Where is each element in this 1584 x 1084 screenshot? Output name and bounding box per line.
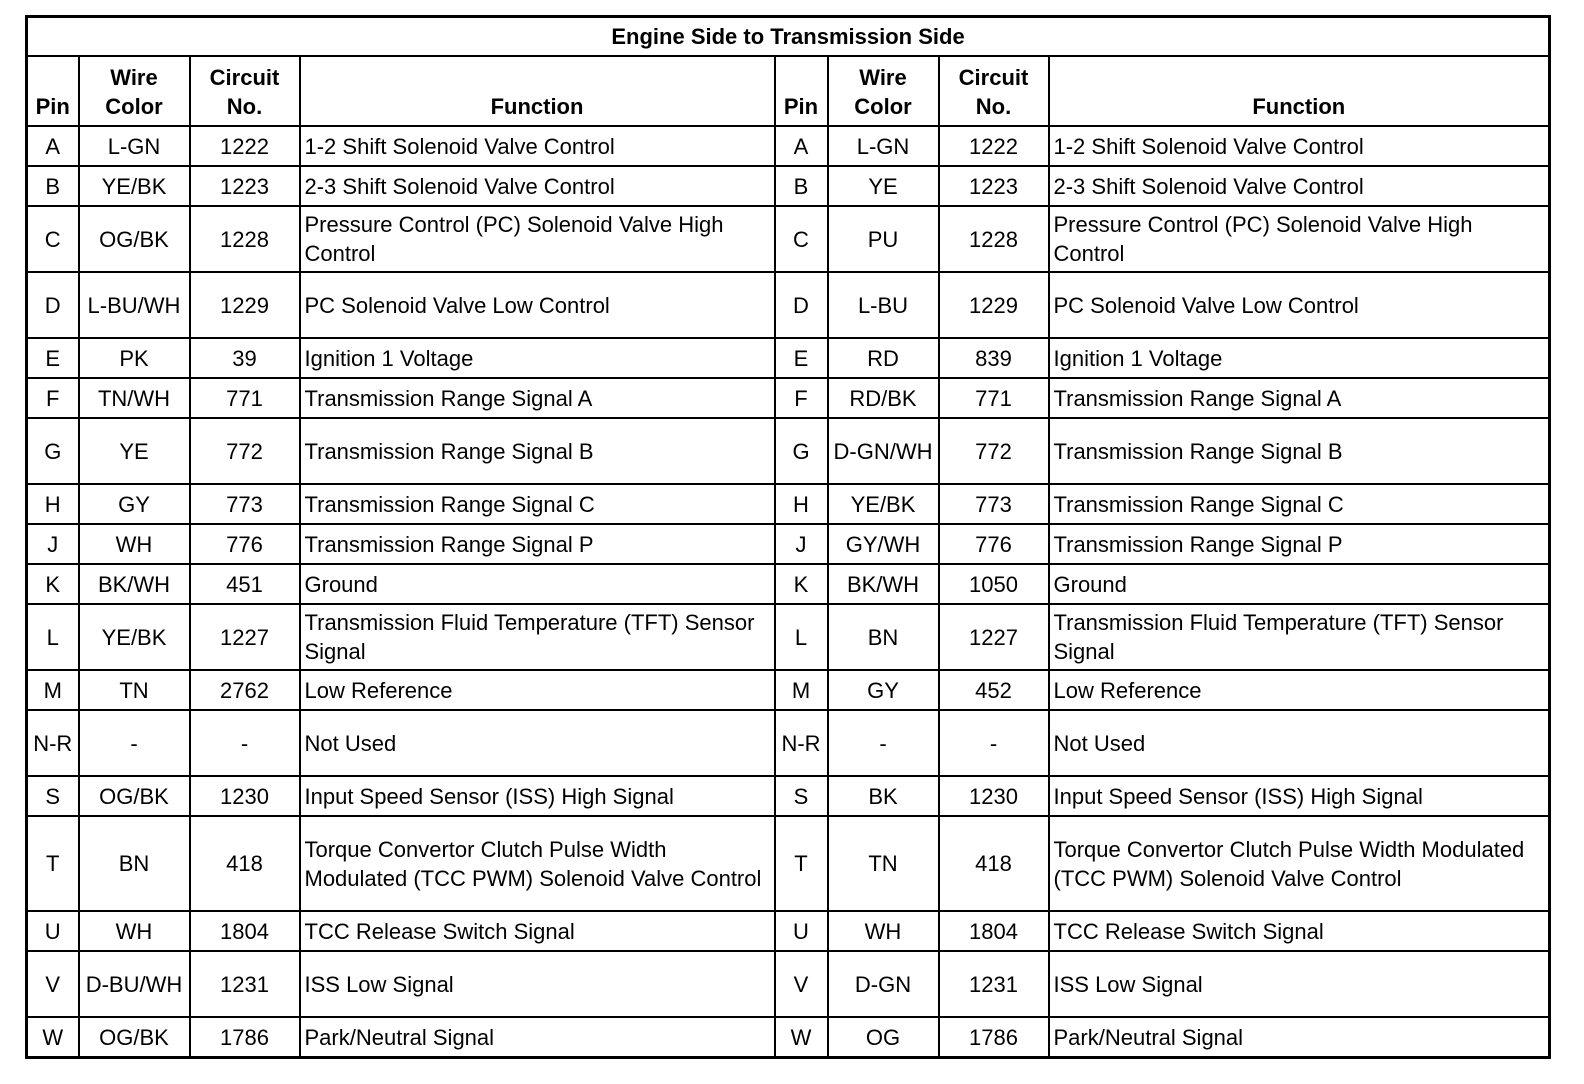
trans-pin-cell: N-R [775,710,828,776]
engine-circuit-no-cell: 1223 [190,166,300,206]
header-trans-circuit-no: Circuit No. [939,56,1049,126]
table-row [27,564,1550,604]
header-trans-wire-color: Wire Color [828,56,939,126]
engine-circuit-no-cell: 776 [190,524,300,564]
table-row [27,272,1550,338]
trans-pin-cell: A [775,126,828,166]
engine-function-cell: 1-2 Shift Solenoid Valve Control [300,126,775,166]
engine-circuit-no-cell: 1230 [190,776,300,816]
trans-function-cell: Ignition 1 Voltage [1049,338,1550,378]
engine-wire-color-cell: L-GN [79,126,190,166]
trans-circuit-no-cell: - [939,710,1049,776]
table-row [27,126,1550,166]
engine-pin-cell: B [27,166,79,206]
engine-function-cell: Torque Convertor Clutch Pulse Width Modulated (TCC PWM) Solenoid Valve Control [300,816,775,911]
engine-wire-color-cell: YE/BK [79,166,190,206]
trans-pin-cell: J [775,524,828,564]
trans-function-cell: Transmission Range Signal P [1049,524,1550,564]
trans-circuit-no-cell: 1804 [939,911,1049,951]
engine-pin-cell: U [27,911,79,951]
engine-circuit-no-cell: 451 [190,564,300,604]
header-trans-pin: Pin [775,56,828,126]
engine-circuit-no-cell: 1231 [190,951,300,1017]
trans-function-cell: ISS Low Signal [1049,951,1550,1017]
table-row [27,206,1550,272]
engine-wire-color-cell: OG/BK [79,776,190,816]
trans-wire-color-cell: WH [828,911,939,951]
table-row [27,338,1550,378]
trans-circuit-no-cell: 771 [939,378,1049,418]
trans-pin-cell: K [775,564,828,604]
engine-function-cell: Not Used [300,710,775,776]
engine-pin-cell: K [27,564,79,604]
trans-function-cell: Pressure Control (PC) Solenoid Valve High Control [1049,206,1550,272]
engine-pin-cell: M [27,670,79,710]
trans-wire-color-cell: YE [828,166,939,206]
trans-function-cell: 1-2 Shift Solenoid Valve Control [1049,126,1550,166]
trans-circuit-no-cell: 1231 [939,951,1049,1017]
trans-pin-cell: G [775,418,828,484]
trans-wire-color-cell: L-GN [828,126,939,166]
table-row [27,524,1550,564]
engine-pin-cell: A [27,126,79,166]
trans-wire-color-cell: - [828,710,939,776]
trans-circuit-no-cell: 418 [939,816,1049,911]
engine-function-cell: Low Reference [300,670,775,710]
table-title: Engine Side to Transmission Side [27,17,1550,57]
engine-function-cell: ISS Low Signal [300,951,775,1017]
trans-circuit-no-cell: 1786 [939,1017,1049,1058]
engine-circuit-no-cell: 1227 [190,604,300,670]
trans-function-cell: Not Used [1049,710,1550,776]
engine-pin-cell: W [27,1017,79,1058]
engine-wire-color-cell: TN/WH [79,378,190,418]
trans-pin-cell: B [775,166,828,206]
engine-wire-color-cell: OG/BK [79,206,190,272]
engine-pin-cell: T [27,816,79,911]
engine-pin-cell: N-R [27,710,79,776]
trans-wire-color-cell: RD/BK [828,378,939,418]
trans-circuit-no-cell: 1050 [939,564,1049,604]
trans-circuit-no-cell: 1228 [939,206,1049,272]
engine-circuit-no-cell: 772 [190,418,300,484]
connector-pinout-table [25,15,1551,1059]
engine-wire-color-cell: YE/BK [79,604,190,670]
engine-function-cell: Ground [300,564,775,604]
trans-wire-color-cell: PU [828,206,939,272]
trans-pin-cell: E [775,338,828,378]
trans-function-cell: Park/Neutral Signal [1049,1017,1550,1058]
trans-function-cell: Transmission Fluid Temperature (TFT) Sensor Signal [1049,604,1550,670]
trans-function-cell: Low Reference [1049,670,1550,710]
table-row [27,710,1550,776]
engine-function-cell: Transmission Fluid Temperature (TFT) Sensor Signal [300,604,775,670]
trans-circuit-no-cell: 772 [939,418,1049,484]
engine-wire-color-cell: PK [79,338,190,378]
table-row [27,951,1550,1017]
trans-pin-cell: U [775,911,828,951]
engine-pin-cell: J [27,524,79,564]
trans-function-cell: PC Solenoid Valve Low Control [1049,272,1550,338]
table-row [27,670,1550,710]
trans-wire-color-cell: GY [828,670,939,710]
engine-function-cell: Input Speed Sensor (ISS) High Signal [300,776,775,816]
engine-function-cell: Transmission Range Signal P [300,524,775,564]
engine-circuit-no-cell: 1222 [190,126,300,166]
engine-wire-color-cell: - [79,710,190,776]
engine-circuit-no-cell: 1804 [190,911,300,951]
engine-function-cell: Transmission Range Signal C [300,484,775,524]
table-row [27,776,1550,816]
engine-circuit-no-cell: 771 [190,378,300,418]
header-engine-circuit-no: Circuit No. [190,56,300,126]
engine-pin-cell: E [27,338,79,378]
trans-wire-color-cell: D-GN/WH [828,418,939,484]
engine-pin-cell: S [27,776,79,816]
trans-pin-cell: F [775,378,828,418]
engine-pin-cell: L [27,604,79,670]
engine-function-cell: Park/Neutral Signal [300,1017,775,1058]
trans-circuit-no-cell: 1230 [939,776,1049,816]
trans-wire-color-cell: GY/WH [828,524,939,564]
trans-pin-cell: M [775,670,828,710]
engine-circuit-no-cell: - [190,710,300,776]
trans-function-cell: Transmission Range Signal B [1049,418,1550,484]
trans-wire-color-cell: OG [828,1017,939,1058]
engine-circuit-no-cell: 1229 [190,272,300,338]
table-row [27,816,1550,911]
trans-pin-cell: V [775,951,828,1017]
trans-pin-cell: L [775,604,828,670]
trans-function-cell: Input Speed Sensor (ISS) High Signal [1049,776,1550,816]
trans-circuit-no-cell: 776 [939,524,1049,564]
column-header-row [27,56,1550,126]
trans-pin-cell: H [775,484,828,524]
engine-function-cell: Ignition 1 Voltage [300,338,775,378]
trans-pin-cell: D [775,272,828,338]
trans-wire-color-cell: BN [828,604,939,670]
engine-circuit-no-cell: 773 [190,484,300,524]
header-engine-wire-color: Wire Color [79,56,190,126]
engine-wire-color-cell: BK/WH [79,564,190,604]
engine-function-cell: 2-3 Shift Solenoid Valve Control [300,166,775,206]
trans-pin-cell: C [775,206,828,272]
trans-circuit-no-cell: 1222 [939,126,1049,166]
trans-circuit-no-cell: 839 [939,338,1049,378]
table-row [27,604,1550,670]
engine-circuit-no-cell: 1228 [190,206,300,272]
engine-wire-color-cell: BN [79,816,190,911]
header-engine-pin: Pin [27,56,79,126]
trans-function-cell: Transmission Range Signal A [1049,378,1550,418]
trans-pin-cell: T [775,816,828,911]
engine-circuit-no-cell: 2762 [190,670,300,710]
engine-circuit-no-cell: 39 [190,338,300,378]
engine-pin-cell: V [27,951,79,1017]
trans-wire-color-cell: RD [828,338,939,378]
engine-wire-color-cell: GY [79,484,190,524]
trans-circuit-no-cell: 1223 [939,166,1049,206]
engine-pin-cell: F [27,378,79,418]
table-row [27,418,1550,484]
trans-function-cell: Transmission Range Signal C [1049,484,1550,524]
engine-wire-color-cell: TN [79,670,190,710]
table-row [27,378,1550,418]
engine-pin-cell: G [27,418,79,484]
trans-circuit-no-cell: 773 [939,484,1049,524]
trans-circuit-no-cell: 1229 [939,272,1049,338]
trans-circuit-no-cell: 1227 [939,604,1049,670]
engine-function-cell: TCC Release Switch Signal [300,911,775,951]
engine-wire-color-cell: OG/BK [79,1017,190,1058]
engine-wire-color-cell: D-BU/WH [79,951,190,1017]
trans-function-cell: Torque Convertor Clutch Pulse Width Modulated (TCC PWM) Solenoid Valve Control [1049,816,1550,911]
trans-function-cell: 2-3 Shift Solenoid Valve Control [1049,166,1550,206]
trans-circuit-no-cell: 452 [939,670,1049,710]
trans-function-cell: Ground [1049,564,1550,604]
table-row [27,1017,1550,1058]
engine-wire-color-cell: YE [79,418,190,484]
engine-function-cell: Transmission Range Signal B [300,418,775,484]
trans-wire-color-cell: YE/BK [828,484,939,524]
engine-function-cell: PC Solenoid Valve Low Control [300,272,775,338]
engine-wire-color-cell: WH [79,911,190,951]
trans-pin-cell: W [775,1017,828,1058]
engine-pin-cell: H [27,484,79,524]
engine-circuit-no-cell: 418 [190,816,300,911]
engine-wire-color-cell: WH [79,524,190,564]
trans-pin-cell: S [775,776,828,816]
engine-wire-color-cell: L-BU/WH [79,272,190,338]
engine-pin-cell: D [27,272,79,338]
table-row [27,911,1550,951]
engine-pin-cell: C [27,206,79,272]
header-trans-function: Function [1049,56,1550,126]
trans-function-cell: TCC Release Switch Signal [1049,911,1550,951]
header-engine-function: Function [300,56,775,126]
trans-wire-color-cell: BK/WH [828,564,939,604]
trans-wire-color-cell: L-BU [828,272,939,338]
trans-wire-color-cell: TN [828,816,939,911]
table-row [27,166,1550,206]
trans-wire-color-cell: D-GN [828,951,939,1017]
engine-function-cell: Pressure Control (PC) Solenoid Valve High Control [300,206,775,272]
engine-function-cell: Transmission Range Signal A [300,378,775,418]
trans-wire-color-cell: BK [828,776,939,816]
engine-circuit-no-cell: 1786 [190,1017,300,1058]
table-row [27,484,1550,524]
